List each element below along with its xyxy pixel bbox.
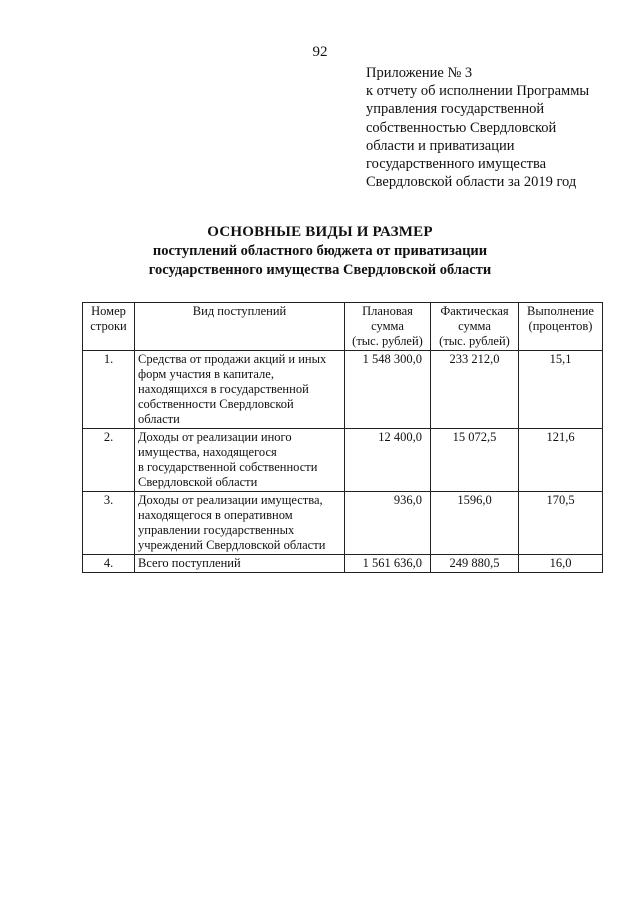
title-subtitle-line: государственного имущества Свердловской области [148, 261, 492, 278]
page-number: 92 [312, 44, 328, 60]
receipt-type: Доходы от реализации имущества, находящегося в оперативном управлении государственных учреждений Свердловской области [135, 492, 345, 555]
completion-percent: 15,1 [519, 351, 603, 429]
table-row [83, 351, 603, 429]
appendix-line: государственного имущества [366, 156, 547, 173]
row-number: 2. [83, 429, 135, 492]
appendix-line: области и приватизации [366, 137, 515, 154]
table-row-total [83, 555, 603, 573]
planned-sum: 12 400,0 [345, 429, 431, 492]
title-main: ОСНОВНЫЕ ВИДЫ И РАЗМЕР [207, 224, 433, 240]
appendix-note [366, 64, 628, 191]
header-completion-percent: Выполнение (процентов) [519, 303, 603, 351]
table-row [83, 492, 603, 555]
completion-percent: 170,5 [519, 492, 603, 555]
appendix-line: Свердловской области за 2019 год [366, 174, 577, 191]
planned-sum: 1 548 300,0 [345, 351, 431, 429]
header-actual-sum: Фактическая сумма (тыс. рублей) [431, 303, 519, 351]
header-row-number: Номер строки [83, 303, 135, 351]
row-number: 3. [83, 492, 135, 555]
actual-sum: 15 072,5 [431, 429, 519, 492]
appendix-line: Приложение № 3 [366, 65, 473, 81]
completion-percent: 121,6 [519, 429, 603, 492]
title-subtitle-line: поступлений областного бюджета от приватизации [152, 243, 488, 259]
receipt-type: Всего поступлений [135, 555, 345, 573]
actual-sum: 249 880,5 [431, 555, 519, 573]
receipts-table [82, 302, 603, 573]
table-header-row [83, 303, 603, 351]
document-title [0, 222, 640, 279]
appendix-line: собственностью Свердловской [366, 119, 557, 136]
planned-sum: 1 561 636,0 [345, 555, 431, 573]
row-number: 4. [83, 555, 135, 573]
header-planned-sum: Плановая сумма (тыс. рублей) [345, 303, 431, 351]
actual-sum: 233 212,0 [431, 351, 519, 429]
header-receipt-type: Вид поступлений [135, 303, 345, 351]
table-row [83, 429, 603, 492]
planned-sum: 936,0 [345, 492, 431, 555]
appendix-line: к отчету об исполнении Программы [366, 83, 590, 100]
completion-percent: 16,0 [519, 555, 603, 573]
actual-sum: 1596,0 [431, 492, 519, 555]
receipt-type: Средства от продажи акций и иных форм участия в капитале, находящихся в государственной собственности Свердловской области [135, 351, 345, 429]
appendix-line: управления государственной [366, 101, 545, 118]
receipt-type: Доходы от реализации иного имущества, находящегося в государственной собственности Свердловской области [135, 429, 345, 492]
row-number: 1. [83, 351, 135, 429]
